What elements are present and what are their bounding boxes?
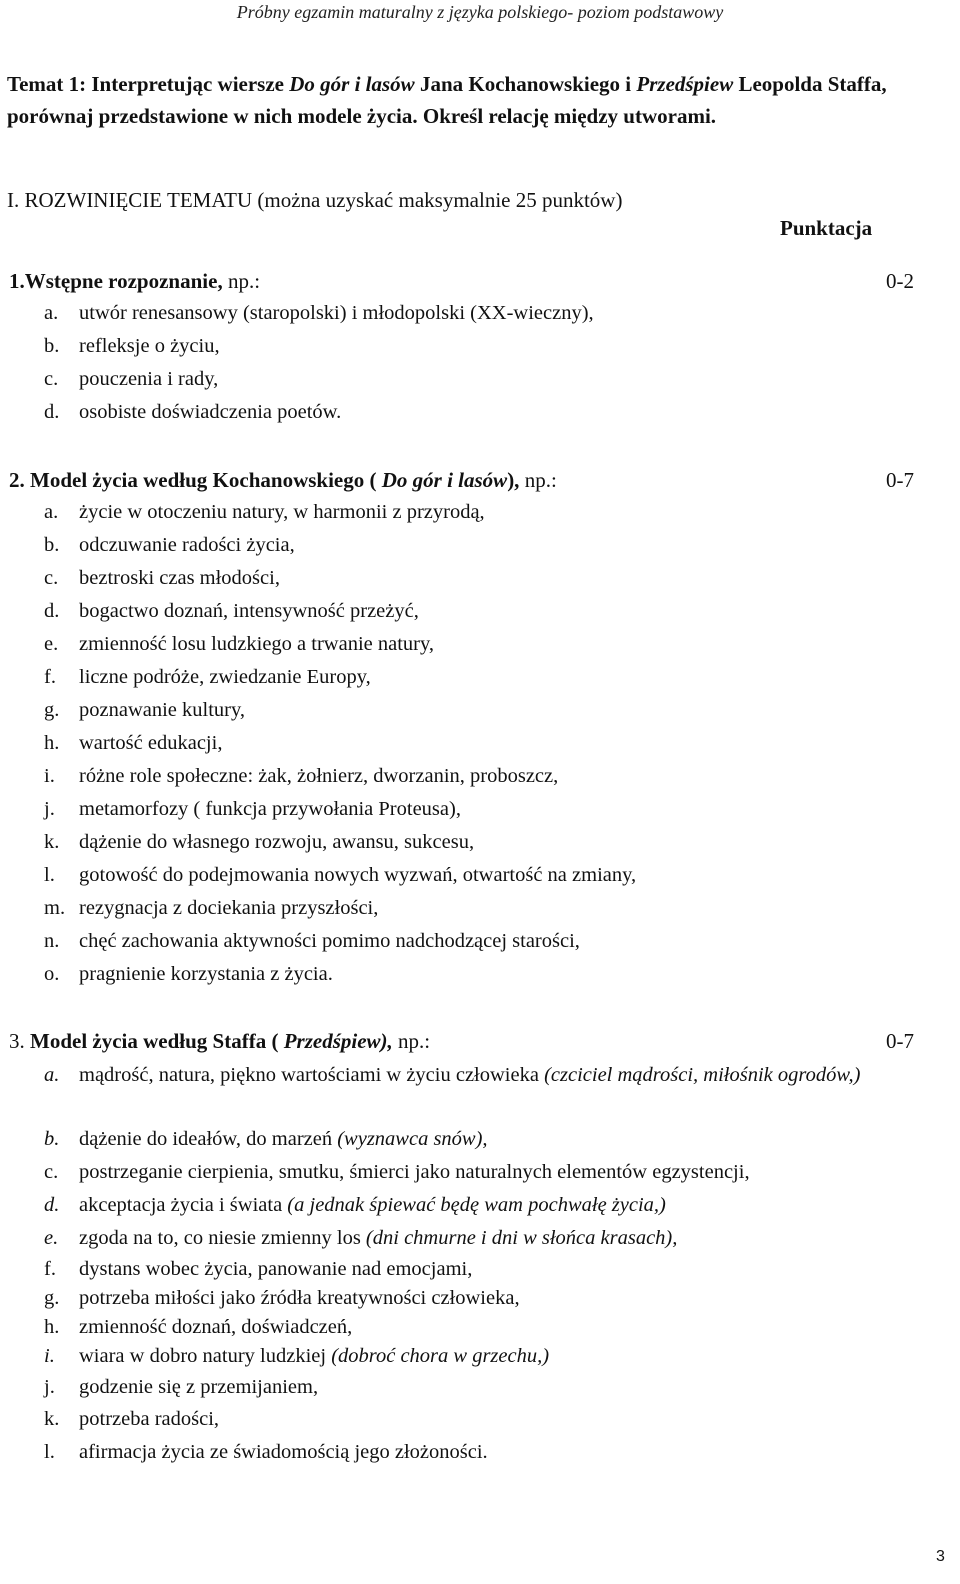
item-text: afirmacja życia ze świadomością jego złożoności. xyxy=(79,1441,488,1463)
item-content xyxy=(79,798,461,820)
part3-work: Przedśpiew), xyxy=(283,1029,393,1053)
part3-heading xyxy=(9,1026,914,1056)
item-letter: e. xyxy=(44,633,59,655)
item-text: zmienność doznań, doświadczeń, xyxy=(79,1316,353,1338)
item-letter: c. xyxy=(44,567,59,589)
item-content xyxy=(79,633,434,655)
item-content xyxy=(79,501,485,523)
item-content xyxy=(79,699,245,721)
item-text: dystans wobec życia, panowanie nad emocjami, xyxy=(79,1258,473,1280)
item-letter: o. xyxy=(44,963,60,985)
item-text: potrzeba miłości jako źródła kreatywności człowieka, xyxy=(79,1287,520,1309)
item-content xyxy=(79,765,558,787)
part2-work: Do gór i lasów xyxy=(381,468,508,492)
item-letter: a. xyxy=(44,501,59,523)
part1-item xyxy=(44,331,944,361)
part2-item xyxy=(44,827,944,857)
item-letter: m. xyxy=(44,897,66,919)
item-text: rezygnacja z dociekania przyszłości, xyxy=(79,897,379,919)
part3-item xyxy=(44,1341,944,1371)
item-content xyxy=(79,1287,520,1309)
item-content xyxy=(79,1161,750,1183)
item-text: zgoda na to, co niesie zmienny los xyxy=(79,1227,366,1249)
item-letter: h. xyxy=(44,1316,60,1338)
part3-points: 0-7 xyxy=(886,1029,914,1053)
part3-item xyxy=(44,1437,944,1467)
part3-item xyxy=(44,1254,944,1284)
item-text: wiara w dobro natury ludzkiej xyxy=(79,1345,332,1367)
part1-item xyxy=(44,298,944,328)
item-content xyxy=(79,897,378,919)
item-content xyxy=(79,1316,352,1338)
part2-item xyxy=(44,926,944,956)
item-letter: f. xyxy=(44,666,56,688)
item-text: pragnienie korzystania z życia. xyxy=(79,963,333,985)
part2-item xyxy=(44,959,944,989)
item-quote: (dni chmurne i dni w słońca krasach), xyxy=(365,1227,678,1249)
part3-item xyxy=(44,1157,944,1187)
item-content xyxy=(79,666,371,688)
item-content xyxy=(79,368,218,390)
item-letter: d. xyxy=(44,600,60,622)
part3-title: Model życia według Staffa ( xyxy=(24,1029,284,1053)
item-letter: i. xyxy=(44,765,55,787)
item-letter: j. xyxy=(44,798,55,820)
part2-close: ), xyxy=(507,468,520,492)
part3-np: np.: xyxy=(392,1029,431,1053)
item-content xyxy=(79,1128,488,1150)
item-text: chęć zachowania aktywności pomimo nadchodzącej starości, xyxy=(79,930,580,952)
item-text: postrzeganie cierpienia, smutku, śmierci jako naturalnych elementów egzystencji, xyxy=(79,1161,750,1183)
item-text: odczuwanie radości życia, xyxy=(79,534,295,556)
item-content xyxy=(79,335,220,357)
part2-item xyxy=(44,728,944,758)
item-text: osobiste doświadczenia poetów. xyxy=(79,401,342,423)
item-text: akceptacja życia i świata xyxy=(79,1194,288,1216)
item-text: bogactwo doznań, intensywność przeżyć, xyxy=(79,600,419,622)
item-letter: d. xyxy=(44,1194,60,1216)
item-quote: (dobroć chora w grzechu,) xyxy=(331,1345,550,1367)
part2-points: 0-7 xyxy=(886,468,914,492)
item-letter: d. xyxy=(44,401,60,423)
part2-title: Model życia według Kochanowskiego ( xyxy=(24,468,382,492)
item-content xyxy=(79,600,419,622)
part1-np: np.: xyxy=(222,269,261,293)
part1-number: 1. xyxy=(9,269,25,293)
item-content xyxy=(79,401,341,423)
part1-heading xyxy=(9,266,914,296)
item-text: mądrość, natura, piękno wartościami w życiu człowieka xyxy=(79,1064,545,1086)
item-text: potrzeba radości, xyxy=(79,1408,220,1430)
item-content xyxy=(79,732,222,754)
item-content xyxy=(79,1059,939,1092)
item-letter: k. xyxy=(44,1408,60,1430)
item-content xyxy=(79,1441,488,1463)
item-quote: (wyznawca snów), xyxy=(337,1128,488,1150)
item-letter: c. xyxy=(44,1161,59,1183)
item-letter: a. xyxy=(44,302,59,324)
part1-title: Wstępne rozpoznanie, xyxy=(24,269,223,293)
item-text: godzenie się z przemijaniem, xyxy=(79,1376,319,1398)
item-text: refleksje o życiu, xyxy=(79,335,220,357)
item-text: liczne podróże, zwiedzanie Europy, xyxy=(79,666,371,688)
item-content xyxy=(79,1408,219,1430)
part2-item xyxy=(44,497,944,527)
item-content xyxy=(79,1258,472,1280)
part3-item xyxy=(44,1372,944,1402)
item-text: poznawanie kultury, xyxy=(79,699,246,721)
topic-middle: Jana Kochanowskiego i xyxy=(414,72,637,96)
part3-item xyxy=(44,1404,944,1434)
item-letter: g. xyxy=(44,699,60,721)
item-letter: i. xyxy=(44,1345,55,1367)
item-letter: f. xyxy=(44,1258,56,1280)
part3-item xyxy=(44,1223,944,1253)
part2-heading xyxy=(9,465,914,495)
item-text: zmienność losu ludzkiego a trwanie natury, xyxy=(79,633,435,655)
item-letter: g. xyxy=(44,1287,60,1309)
item-text: dążenie do ideałów, do marzeń xyxy=(79,1128,338,1150)
item-letter: j. xyxy=(44,1376,55,1398)
item-letter: l. xyxy=(44,1441,55,1463)
item-text: życie w otoczeniu natury, w harmonii z przyrodą, xyxy=(79,501,485,523)
part3-item xyxy=(44,1190,944,1220)
part2-item xyxy=(44,860,944,890)
topic-suffix: Leopolda Staffa, porównaj przedstawione w nich modele życia. Określ relację między utworami. xyxy=(7,72,887,128)
page-number: 3 xyxy=(936,1548,945,1565)
item-text: beztroski czas młodości, xyxy=(79,567,280,589)
topic-prefix: Temat 1: Interpretując wiersze xyxy=(7,72,290,96)
item-text: dążenie do własnego rozwoju, awansu, sukcesu, xyxy=(79,831,475,853)
part2-item xyxy=(44,596,944,626)
running-header: Próbny egzamin maturalny z języka polskiego- poziom podstawowy xyxy=(236,2,724,22)
item-letter: a. xyxy=(44,1064,60,1086)
item-quote: (czciciel mądrości, miłośnik ogrodów,) xyxy=(544,1064,861,1086)
item-text: utwór renesansowy (staropolski) i młodopolski (XX-wieczny), xyxy=(79,302,594,324)
item-letter: k. xyxy=(44,831,60,853)
item-letter: b. xyxy=(44,534,60,556)
part2-item xyxy=(44,662,944,692)
item-content xyxy=(79,1194,666,1216)
exam-topic xyxy=(7,68,927,132)
topic-work-1: Do gór i lasów xyxy=(289,72,415,96)
item-content xyxy=(79,1227,677,1249)
part3-item xyxy=(44,1312,944,1342)
part2-item xyxy=(44,530,944,560)
section-heading: I. ROZWINIĘCIE TEMATU (można uzyskać maksymalnie 25 punktów) xyxy=(7,188,623,212)
item-content xyxy=(79,1376,318,1398)
part2-item xyxy=(44,629,944,659)
part2-item xyxy=(44,761,944,791)
item-letter: n. xyxy=(44,930,60,952)
item-text: gotowość do podejmowania nowych wyzwań, otwartość na zmiany, xyxy=(79,864,637,886)
part3-number: 3. xyxy=(9,1029,25,1053)
part1-item xyxy=(44,397,944,427)
item-content xyxy=(79,963,333,985)
item-content xyxy=(79,930,580,952)
item-text: różne role społeczne: żak, żołnierz, dworzanin, proboszcz, xyxy=(79,765,559,787)
item-text: pouczenia i rady, xyxy=(79,368,219,390)
item-letter: l. xyxy=(44,864,55,886)
item-text: metamorfozy ( funkcja przywołania Proteusa), xyxy=(79,798,461,820)
item-text: wartość edukacji, xyxy=(79,732,223,754)
item-content xyxy=(79,831,474,853)
part2-np: np.: xyxy=(519,468,557,492)
item-content xyxy=(79,302,594,324)
topic-work-2: Przedśpiew xyxy=(636,72,734,96)
part1-item xyxy=(44,364,944,394)
part3-item xyxy=(44,1124,944,1154)
part2-number: 2. xyxy=(9,468,25,492)
part3-item xyxy=(44,1059,944,1092)
item-letter: b. xyxy=(44,1128,60,1150)
part2-item xyxy=(44,563,944,593)
part1-points: 0-2 xyxy=(886,269,914,293)
item-content xyxy=(79,534,295,556)
item-content xyxy=(79,1345,549,1367)
scoring-column-label: Punktacja xyxy=(780,216,873,240)
part2-item xyxy=(44,794,944,824)
part3-item xyxy=(44,1283,944,1313)
item-content xyxy=(79,567,280,589)
item-quote: (a jednak śpiewać będę wam pochwałę życia,) xyxy=(287,1194,666,1216)
part2-item xyxy=(44,893,944,923)
item-letter: e. xyxy=(44,1227,59,1249)
item-letter: h. xyxy=(44,732,60,754)
item-content xyxy=(79,864,636,886)
item-letter: b. xyxy=(44,335,60,357)
item-letter: c. xyxy=(44,368,59,390)
part2-item xyxy=(44,695,944,725)
